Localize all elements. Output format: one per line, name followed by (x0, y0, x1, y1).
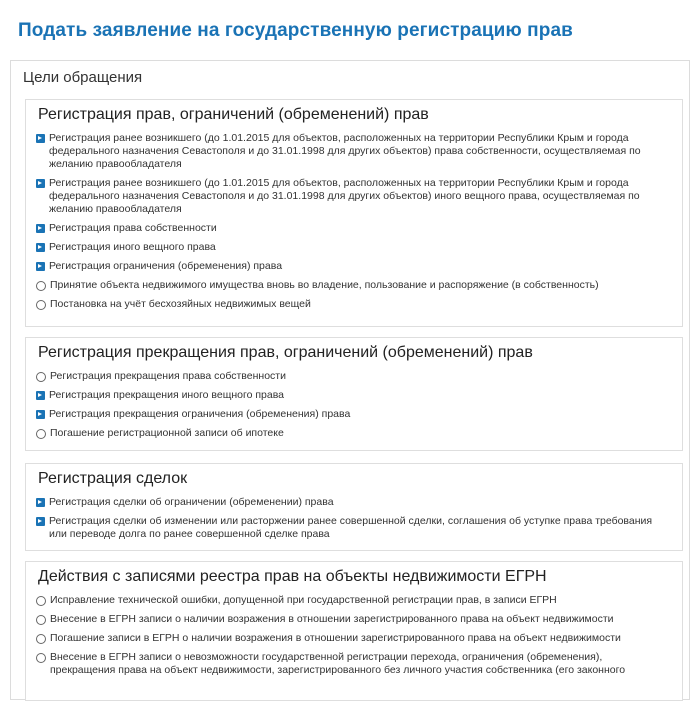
checkbox-checked-icon[interactable] (36, 517, 45, 526)
option-label: Внесение в ЕГРН записи о невозможности государственной регистрации перехода, ограничения (обременения), прекращения права на объект недвижимости, зарегистрированного без личного участия собственника (его законного (50, 651, 626, 676)
checkbox-checked-icon[interactable] (36, 498, 45, 507)
checkbox-option[interactable] (36, 515, 670, 541)
checkbox-option[interactable] (36, 389, 670, 402)
radio-icon[interactable] (36, 372, 46, 382)
radio-option[interactable] (36, 594, 670, 607)
radio-option[interactable] (36, 298, 670, 311)
checkbox-option[interactable] (36, 177, 670, 216)
checkbox-checked-icon[interactable] (36, 224, 45, 233)
checkbox-option[interactable] (36, 260, 670, 273)
radio-option[interactable] (36, 279, 670, 292)
checkbox-checked-icon[interactable] (36, 134, 45, 143)
panel-heading: Цели обращения (23, 69, 143, 86)
section-title: Регистрация прав, ограничений (обременений) прав (38, 106, 429, 123)
checkbox-checked-icon[interactable] (36, 262, 45, 271)
radio-icon[interactable] (36, 300, 46, 310)
option-label: Регистрация сделки об изменении или расторжении ранее совершенной сделки, соглашения об уступке права требования или переводе долга по ранее совершенной сделке права (49, 515, 653, 540)
radio-option[interactable] (36, 613, 670, 626)
checkbox-option[interactable] (36, 222, 670, 235)
page-title: Подать заявление на государственную регистрацию прав (18, 20, 573, 41)
checkbox-option[interactable] (36, 408, 670, 421)
checkbox-option[interactable] (36, 132, 670, 171)
section-termination-registration (25, 337, 683, 451)
radio-icon[interactable] (36, 634, 46, 644)
option-label: Внесение в ЕГРН записи о наличии возражения в отношении зарегистрированного права на объект недвижимости (50, 613, 614, 625)
goals-panel (10, 60, 690, 700)
section-rights-registration (25, 99, 683, 327)
option-label: Регистрация иного вещного права (49, 241, 216, 253)
section-deals-registration (25, 463, 683, 551)
checkbox-option[interactable] (36, 496, 670, 509)
option-label: Исправление технической ошибки, допущенной при государственной регистрации прав, в записи ЕГРН (50, 594, 557, 606)
option-list (36, 594, 670, 683)
option-label: Регистрация ранее возникшего (до 1.01.2015 для объектов, расположенных на территории Республики Крым и города федерального назначения Севастополя и до 31.01.1998 для других объектов) права собственности, осуществляемая по желанию правообладателя (49, 132, 641, 170)
option-label: Регистрация прекращения ограничения (обременения) права (49, 408, 351, 420)
section-title: Действия с записями реестра прав на объекты недвижимости ЕГРН (38, 568, 547, 585)
radio-icon[interactable] (36, 615, 46, 625)
option-label: Регистрация прекращения права собственности (50, 370, 286, 382)
checkbox-checked-icon[interactable] (36, 179, 45, 188)
radio-icon[interactable] (36, 281, 46, 291)
option-label: Регистрация сделки об ограничении (обременении) права (49, 496, 334, 508)
option-label: Регистрация прекращения иного вещного права (49, 389, 285, 401)
option-list (36, 370, 670, 446)
section-title: Регистрация сделок (38, 470, 188, 487)
radio-option[interactable] (36, 632, 670, 645)
option-label: Постановка на учёт бесхозяйных недвижимых вещей (50, 298, 311, 310)
option-label: Погашение записи в ЕГРН о наличии возражения в отношении зарегистрированного права на объект недвижимости (50, 632, 621, 644)
section-title: Регистрация прекращения прав, ограничений (обременений) прав (38, 344, 533, 361)
option-label: Погашение регистрационной записи об ипотеке (50, 427, 284, 439)
radio-option[interactable] (36, 651, 670, 677)
option-list (36, 132, 670, 317)
option-list (36, 496, 670, 547)
option-label: Регистрация ранее возникшего (до 1.01.2015 для объектов, расположенных на территории Республики Крым и города федерального назначения Севастополя и до 31.01.1998 для других объектов) иного вещного права, осуществляемая по желанию правообладателя (49, 177, 640, 215)
option-label: Регистрация права собственности (49, 222, 217, 234)
radio-icon[interactable] (36, 596, 46, 606)
checkbox-checked-icon[interactable] (36, 243, 45, 252)
checkbox-checked-icon[interactable] (36, 410, 45, 419)
checkbox-option[interactable] (36, 241, 670, 254)
radio-icon[interactable] (36, 653, 46, 663)
checkbox-checked-icon[interactable] (36, 391, 45, 400)
option-label: Принятие объекта недвижимого имущества вновь во владение, пользование и распоряжение (в собственность) (50, 279, 599, 291)
radio-option[interactable] (36, 427, 670, 440)
option-label: Регистрация ограничения (обременения) права (49, 260, 283, 272)
section-egrn-records (25, 561, 683, 701)
radio-option[interactable] (36, 370, 670, 383)
radio-icon[interactable] (36, 429, 46, 439)
